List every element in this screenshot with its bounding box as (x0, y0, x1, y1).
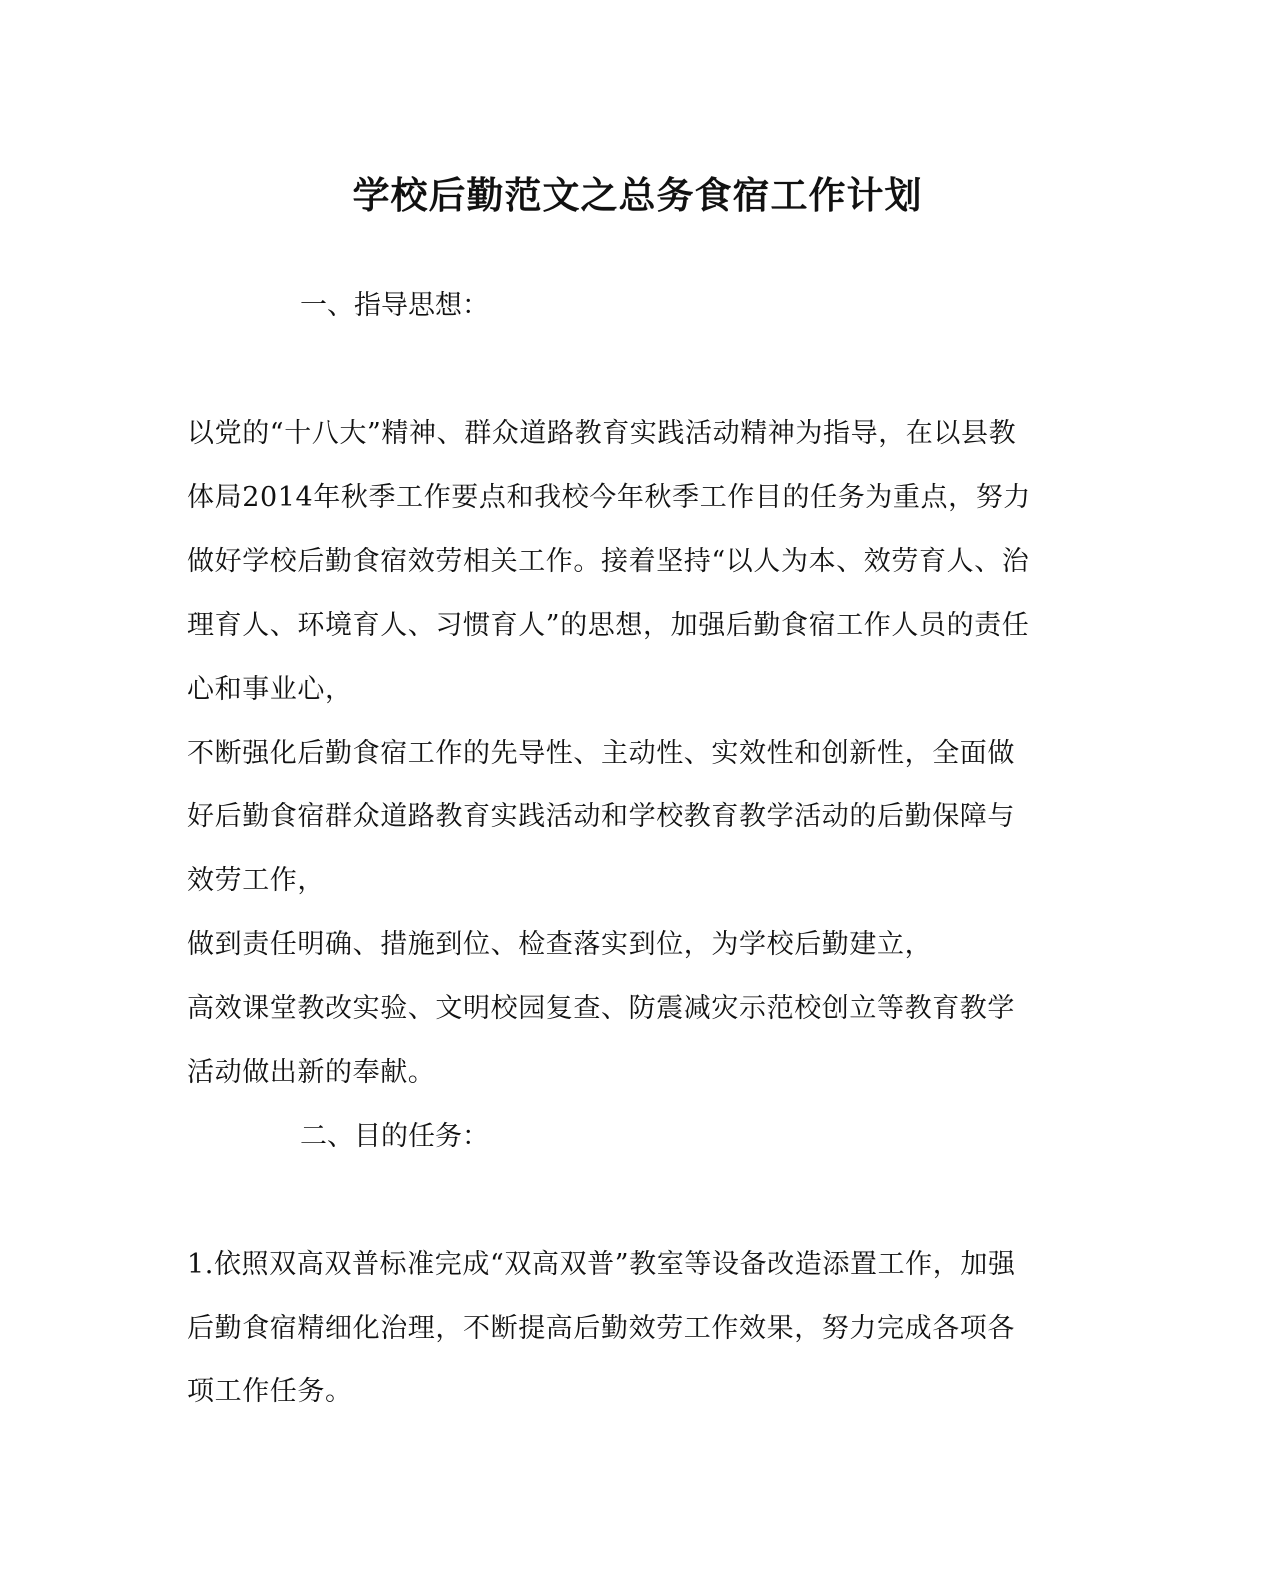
paragraph-line: 好后勤食宿群众道路教育实践活动和学校教育教学活动的后勤保障与 (187, 801, 1015, 832)
paragraph-line: 做到责任明确、措施到位、检查落实到位，为学校后勤建立， (187, 929, 933, 960)
paragraph-line: 效劳工作， (187, 865, 325, 896)
paragraph-line: 不断强化后勤食宿工作的先导性、主动性、实效性和创新性，全面做 (187, 738, 1015, 769)
paragraph-line: 高效课堂教改实验、文明校园复查、防震减灾示范校创立等教育教学 (187, 993, 1015, 1024)
section-heading-objectives: 二、目的任务： (300, 1121, 489, 1152)
paragraph-line: 做好学校后勤食宿效劳相关工作。接着坚持“以人为本、效劳育人、治 (187, 546, 1030, 577)
paragraph-line: 理育人、环境育人、习惯育人”的思想，加强后勤食宿工作人员的责任 (187, 610, 1030, 641)
paragraph-line: 1.依照双高双普标准完成“双高双普”教室等设备改造添置工作，加强 (187, 1249, 1016, 1280)
paragraph-line: 活动做出新的奉献。 (187, 1057, 436, 1088)
paragraph-line: 心和事业心， (187, 674, 353, 705)
paragraph-line: 体局2014年秋季工作要点和我校今年秋季工作目的任务为重点，努力 (187, 482, 1031, 513)
document-title: 学校后勤范文之总务食宿工作计划 (352, 173, 923, 217)
section-heading-guiding-ideology: 一、指导思想： (300, 290, 489, 321)
paragraph-line: 后勤食宿精细化治理，不断提高后勤效劳工作效果，努力完成各项各 (187, 1313, 1015, 1344)
paragraph-line: 以党的“十八大”精神、群众道路教育实践活动精神为指导，在以县教 (187, 418, 1017, 449)
paragraph-line: 项工作任务。 (187, 1376, 353, 1407)
